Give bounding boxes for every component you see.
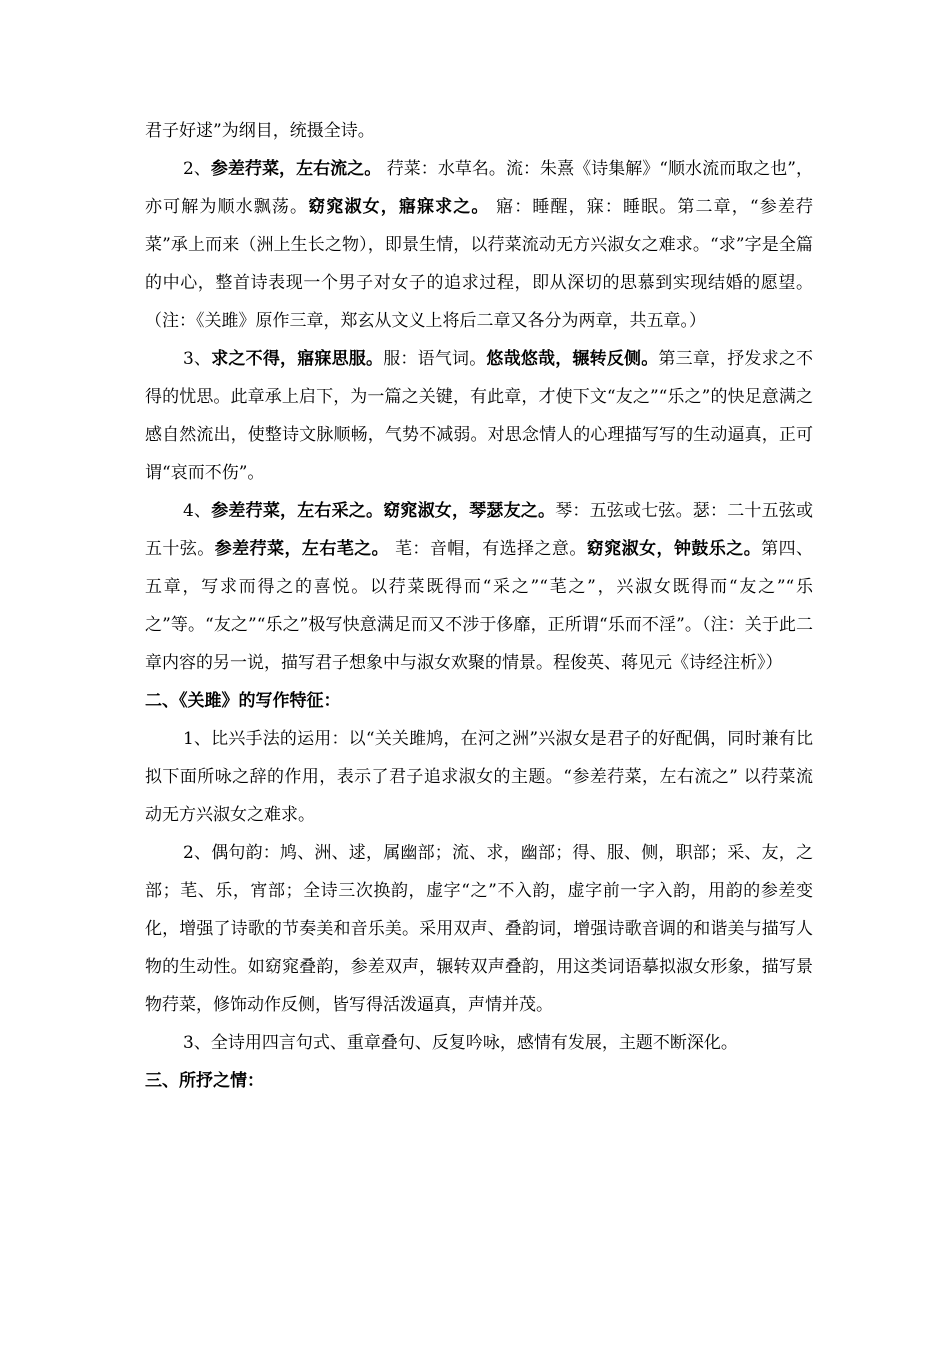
paragraph-feature-3: 3、全诗用四言句式、重章叠句、反复吟咏，感情有发展，主题不断深化。 [183,1033,738,1053]
text-run: 第三章，抒发求之不得的忧思。此章承上启下，为一篇之关键，有此章，才使下文“友之”“乐之”的快足意满之感自然流出，使整诗文脉顺畅，气势不减弱。对思念情人的心理描写写的生动逼真，正可谓“哀而不伤”。 [145,349,814,483]
bold-quote: 参差荇菜，左右采之。窈窕淑女，琴瑟友之。 [211,501,556,521]
paragraph-item-3 [145,340,813,492]
document-body [145,112,813,1100]
bold-quote: 求之不得，寤寐思服。 [211,349,384,369]
text-run: 第四、五章，写求而得之的喜悦。以荇菜既得而“采之”“芼之”，兴淑女既得而“友之”“乐之”等。“友之”“乐之”极写快意满足而又不涉于侈靡，正所谓“乐而不淫”。（注：关于此二章内容的另一说，描写君子想象中与淑女欢聚的情景。程俊英、蒋见元《诗经注析》） [145,539,814,673]
text-run: 服：语气词。 [383,349,487,369]
bold-quote: 窈窕淑女，钟鼓乐之。 [586,539,762,559]
text-run: 2、 [183,159,211,179]
paragraph-continuation: 君子好逑”为纲目，统摄全诗。 [145,121,375,141]
paragraph-feature-1: 1、比兴手法的运用：以“关关雎鸠，在河之洲”兴淑女是君子的好配偶，同时兼有比拟下面所咏之辞的作用，表示了君子追求淑女的主题。“参差荇菜，左右流之” 以荇菜流动无方兴淑女之难求。 [145,729,813,825]
text-run: 4、 [183,501,212,521]
paragraph-feature-2: 2、偶句韵：鸠、洲、逑，属幽部；流、求，幽部；得、服、侧，职部；采、友，之部；芼、乐，宵部；全诗三次换韵，虚字“之”不入韵，虚字前一字入韵，用韵的参差变化，增强了诗歌的节奏美和音乐美。采用双声、叠韵词，增强诗歌音调的和谐美与描写人物的生动性。如窈窕叠韵，参差双声，辗转双声叠韵，用这类词语摹拟淑女形象，描写景物荇菜，修饰动作反侧，皆写得活泼逼真，声情并茂。 [145,843,813,1015]
section-heading-2: 二、《关雎》的写作特征： [145,691,341,711]
text-run: 3、 [183,349,212,369]
paragraph-item-2 [145,150,813,340]
text-run: 荇菜：水草名。流：朱熹《诗集解》“顺水流而取之也”，亦可解为顺水飘荡。 [145,159,813,217]
bold-quote: 参差荇菜，左右流之。 [210,159,382,179]
text-run: 芼：音帽，有选择之意。 [389,539,587,559]
bold-quote: 窈窕淑女，寤寐求之。 [308,197,490,217]
text-run: 琴：五弦或七弦。瑟：二十五弦或五十弦。 [145,501,813,559]
paragraph-item-4 [145,492,813,682]
section-heading-3: 三、所抒之情： [145,1071,264,1091]
text-run: 寤：睡醒，寐：睡眠。第二章，“参差荇菜”承上而来（洲上生长之物），即景生情，以荇菜流动无方兴淑女之难求。“求”字是全篇的中心，整首诗表现一个男子对女子的追求过程，即从深切的思慕到实现结婚的愿望。（注：《关雎》原作三章，郑玄从文义上将后二章又各分为两章，共五章。） [145,197,814,331]
bold-quote: 悠哉悠哉，辗转反侧。 [486,349,659,369]
bold-quote: 参差荇菜，左右芼之。 [214,539,390,559]
